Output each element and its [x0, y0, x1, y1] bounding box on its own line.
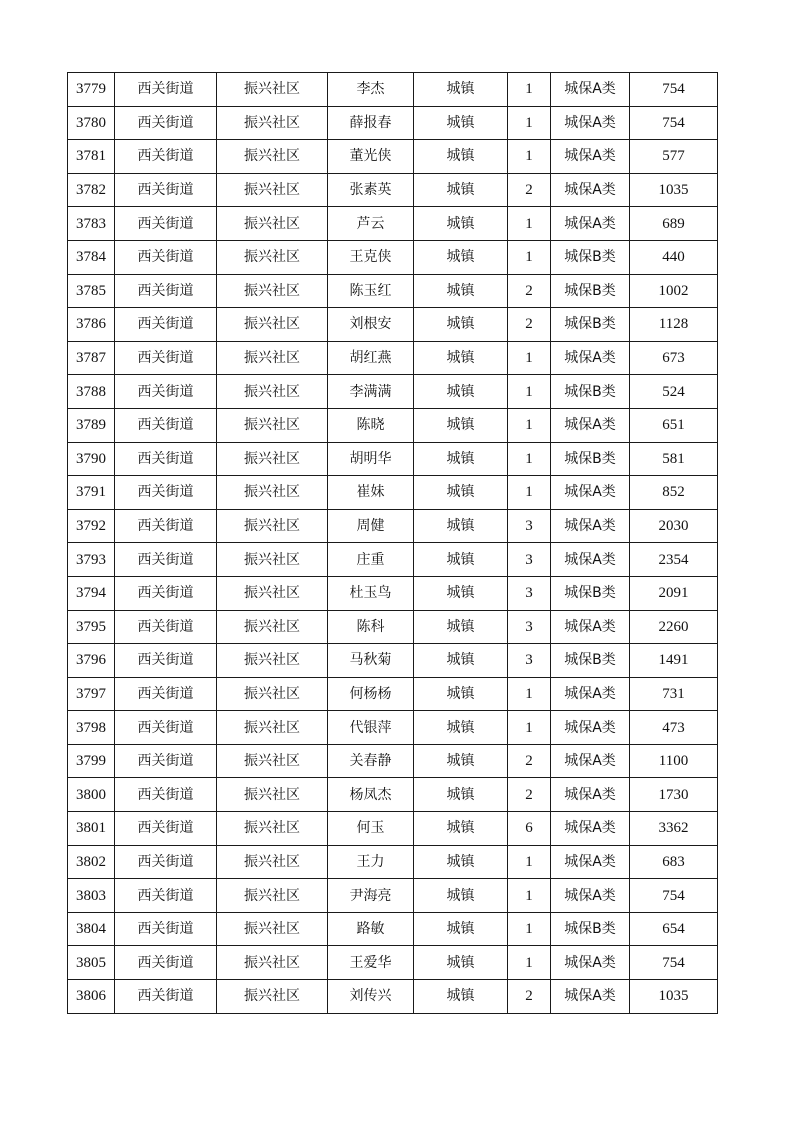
cell-community: 振兴社区 — [217, 879, 328, 913]
cell-category: 城保A类 — [551, 173, 630, 207]
cell-count: 1 — [508, 476, 551, 510]
cell-community: 振兴社区 — [217, 543, 328, 577]
cell-id: 3802 — [68, 845, 115, 879]
cell-community: 振兴社区 — [217, 711, 328, 745]
cell-category: 城保A类 — [551, 778, 630, 812]
cell-count: 1 — [508, 207, 551, 241]
cell-amount: 1002 — [630, 274, 718, 308]
cell-street: 西关街道 — [115, 778, 217, 812]
cell-name: 代银萍 — [328, 711, 414, 745]
cell-name: 胡红燕 — [328, 341, 414, 375]
cell-amount: 2091 — [630, 576, 718, 610]
cell-community: 振兴社区 — [217, 375, 328, 409]
cell-category: 城保A类 — [551, 341, 630, 375]
cell-name: 薛报春 — [328, 106, 414, 140]
cell-id: 3782 — [68, 173, 115, 207]
cell-category: 城保A类 — [551, 207, 630, 241]
cell-community: 振兴社区 — [217, 106, 328, 140]
cell-name: 刘传兴 — [328, 980, 414, 1014]
cell-area: 城镇 — [414, 442, 508, 476]
cell-street: 西关街道 — [115, 946, 217, 980]
cell-count: 3 — [508, 509, 551, 543]
cell-category: 城保A类 — [551, 509, 630, 543]
table-row — [68, 778, 718, 812]
cell-id: 3801 — [68, 812, 115, 846]
table-row — [68, 442, 718, 476]
table-row — [68, 711, 718, 745]
cell-name: 杨凤杰 — [328, 778, 414, 812]
cell-count: 2 — [508, 744, 551, 778]
table-row — [68, 845, 718, 879]
cell-community: 振兴社区 — [217, 207, 328, 241]
cell-amount: 1491 — [630, 644, 718, 678]
cell-count: 1 — [508, 677, 551, 711]
cell-community: 振兴社区 — [217, 744, 328, 778]
cell-id: 3797 — [68, 677, 115, 711]
cell-community: 振兴社区 — [217, 812, 328, 846]
cell-count: 1 — [508, 140, 551, 174]
cell-community: 振兴社区 — [217, 644, 328, 678]
cell-community: 振兴社区 — [217, 476, 328, 510]
table-row — [68, 543, 718, 577]
cell-id: 3780 — [68, 106, 115, 140]
cell-community: 振兴社区 — [217, 240, 328, 274]
cell-category: 城保B类 — [551, 442, 630, 476]
cell-community: 振兴社区 — [217, 73, 328, 107]
table-row — [68, 744, 718, 778]
cell-street: 西关街道 — [115, 879, 217, 913]
cell-count: 6 — [508, 812, 551, 846]
cell-street: 西关街道 — [115, 912, 217, 946]
table-row — [68, 106, 718, 140]
cell-count: 2 — [508, 980, 551, 1014]
cell-name: 杜玉鸟 — [328, 576, 414, 610]
cell-id: 3787 — [68, 341, 115, 375]
cell-name: 陈科 — [328, 610, 414, 644]
table-row — [68, 375, 718, 409]
cell-id: 3803 — [68, 879, 115, 913]
cell-area: 城镇 — [414, 140, 508, 174]
cell-id: 3806 — [68, 980, 115, 1014]
cell-area: 城镇 — [414, 73, 508, 107]
cell-area: 城镇 — [414, 677, 508, 711]
cell-amount: 754 — [630, 946, 718, 980]
cell-amount: 1128 — [630, 308, 718, 342]
cell-area: 城镇 — [414, 341, 508, 375]
cell-category: 城保A类 — [551, 677, 630, 711]
cell-street: 西关街道 — [115, 240, 217, 274]
cell-amount: 1035 — [630, 980, 718, 1014]
cell-id: 3784 — [68, 240, 115, 274]
cell-category: 城保B类 — [551, 274, 630, 308]
cell-area: 城镇 — [414, 207, 508, 241]
cell-community: 振兴社区 — [217, 576, 328, 610]
cell-area: 城镇 — [414, 173, 508, 207]
cell-count: 2 — [508, 173, 551, 207]
cell-count: 1 — [508, 442, 551, 476]
cell-category: 城保A类 — [551, 610, 630, 644]
cell-community: 振兴社区 — [217, 778, 328, 812]
cell-count: 1 — [508, 341, 551, 375]
cell-category: 城保B类 — [551, 375, 630, 409]
cell-category: 城保B类 — [551, 644, 630, 678]
cell-community: 振兴社区 — [217, 308, 328, 342]
cell-area: 城镇 — [414, 778, 508, 812]
cell-count: 3 — [508, 576, 551, 610]
cell-id: 3781 — [68, 140, 115, 174]
cell-category: 城保B类 — [551, 576, 630, 610]
cell-count: 2 — [508, 274, 551, 308]
cell-count: 3 — [508, 644, 551, 678]
cell-street: 西关街道 — [115, 106, 217, 140]
cell-amount: 754 — [630, 879, 718, 913]
table-row — [68, 812, 718, 846]
table-row — [68, 408, 718, 442]
cell-street: 西关街道 — [115, 308, 217, 342]
cell-area: 城镇 — [414, 408, 508, 442]
cell-count: 2 — [508, 308, 551, 342]
table-row — [68, 980, 718, 1014]
cell-street: 西关街道 — [115, 677, 217, 711]
cell-area: 城镇 — [414, 240, 508, 274]
cell-street: 西关街道 — [115, 408, 217, 442]
table-row — [68, 912, 718, 946]
cell-id: 3790 — [68, 442, 115, 476]
cell-street: 西关街道 — [115, 207, 217, 241]
cell-amount: 754 — [630, 106, 718, 140]
table-row — [68, 140, 718, 174]
cell-street: 西关街道 — [115, 711, 217, 745]
cell-amount: 440 — [630, 240, 718, 274]
cell-amount: 654 — [630, 912, 718, 946]
cell-name: 陈晓 — [328, 408, 414, 442]
cell-street: 西关街道 — [115, 140, 217, 174]
cell-area: 城镇 — [414, 711, 508, 745]
cell-street: 西关街道 — [115, 845, 217, 879]
cell-street: 西关街道 — [115, 375, 217, 409]
cell-category: 城保A类 — [551, 711, 630, 745]
cell-count: 1 — [508, 375, 551, 409]
cell-category: 城保A类 — [551, 408, 630, 442]
cell-amount: 651 — [630, 408, 718, 442]
cell-street: 西关街道 — [115, 173, 217, 207]
cell-name: 李杰 — [328, 73, 414, 107]
cell-count: 1 — [508, 240, 551, 274]
cell-area: 城镇 — [414, 476, 508, 510]
cell-area: 城镇 — [414, 610, 508, 644]
cell-area: 城镇 — [414, 946, 508, 980]
cell-street: 西关街道 — [115, 476, 217, 510]
cell-name: 关春静 — [328, 744, 414, 778]
table-row — [68, 341, 718, 375]
cell-street: 西关街道 — [115, 442, 217, 476]
table-row — [68, 207, 718, 241]
cell-count: 3 — [508, 610, 551, 644]
cell-id: 3785 — [68, 274, 115, 308]
cell-id: 3783 — [68, 207, 115, 241]
cell-street: 西关街道 — [115, 744, 217, 778]
cell-amount: 2354 — [630, 543, 718, 577]
cell-community: 振兴社区 — [217, 845, 328, 879]
cell-amount: 852 — [630, 476, 718, 510]
cell-area: 城镇 — [414, 845, 508, 879]
cell-area: 城镇 — [414, 509, 508, 543]
cell-id: 3805 — [68, 946, 115, 980]
cell-area: 城镇 — [414, 375, 508, 409]
cell-street: 西关街道 — [115, 980, 217, 1014]
table-row — [68, 576, 718, 610]
cell-street: 西关街道 — [115, 509, 217, 543]
cell-amount: 2030 — [630, 509, 718, 543]
cell-area: 城镇 — [414, 543, 508, 577]
cell-area: 城镇 — [414, 576, 508, 610]
cell-name: 路敏 — [328, 912, 414, 946]
cell-area: 城镇 — [414, 106, 508, 140]
cell-id: 3796 — [68, 644, 115, 678]
cell-id: 3788 — [68, 375, 115, 409]
cell-street: 西关街道 — [115, 274, 217, 308]
data-table — [67, 72, 718, 1014]
cell-count: 1 — [508, 879, 551, 913]
cell-amount: 683 — [630, 845, 718, 879]
table-row — [68, 946, 718, 980]
cell-category: 城保B类 — [551, 240, 630, 274]
cell-id: 3786 — [68, 308, 115, 342]
cell-id: 3804 — [68, 912, 115, 946]
cell-street: 西关街道 — [115, 341, 217, 375]
cell-community: 振兴社区 — [217, 980, 328, 1014]
cell-area: 城镇 — [414, 644, 508, 678]
table-row — [68, 509, 718, 543]
cell-id: 3791 — [68, 476, 115, 510]
table-row — [68, 879, 718, 913]
cell-community: 振兴社区 — [217, 509, 328, 543]
cell-category: 城保A类 — [551, 845, 630, 879]
cell-community: 振兴社区 — [217, 408, 328, 442]
cell-street: 西关街道 — [115, 576, 217, 610]
cell-id: 3779 — [68, 73, 115, 107]
cell-community: 振兴社区 — [217, 912, 328, 946]
table-row — [68, 644, 718, 678]
cell-category: 城保A类 — [551, 476, 630, 510]
cell-count: 1 — [508, 408, 551, 442]
cell-street: 西关街道 — [115, 543, 217, 577]
table-row — [68, 73, 718, 107]
cell-name: 庄重 — [328, 543, 414, 577]
cell-area: 城镇 — [414, 812, 508, 846]
cell-name: 董光侠 — [328, 140, 414, 174]
cell-id: 3795 — [68, 610, 115, 644]
cell-street: 西关街道 — [115, 812, 217, 846]
cell-category: 城保B类 — [551, 912, 630, 946]
cell-amount: 1730 — [630, 778, 718, 812]
cell-amount: 1035 — [630, 173, 718, 207]
cell-name: 王克侠 — [328, 240, 414, 274]
cell-count: 1 — [508, 711, 551, 745]
cell-name: 何玉 — [328, 812, 414, 846]
cell-category: 城保A类 — [551, 946, 630, 980]
cell-name: 周健 — [328, 509, 414, 543]
cell-name: 芦云 — [328, 207, 414, 241]
cell-count: 1 — [508, 845, 551, 879]
cell-id: 3789 — [68, 408, 115, 442]
cell-count: 1 — [508, 73, 551, 107]
cell-amount: 673 — [630, 341, 718, 375]
table-row — [68, 173, 718, 207]
cell-category: 城保A类 — [551, 73, 630, 107]
cell-amount: 581 — [630, 442, 718, 476]
table-row — [68, 274, 718, 308]
cell-area: 城镇 — [414, 274, 508, 308]
cell-amount: 577 — [630, 140, 718, 174]
cell-name: 何杨杨 — [328, 677, 414, 711]
cell-amount: 473 — [630, 711, 718, 745]
cell-name: 王爱华 — [328, 946, 414, 980]
cell-community: 振兴社区 — [217, 173, 328, 207]
cell-area: 城镇 — [414, 308, 508, 342]
cell-category: 城保A类 — [551, 812, 630, 846]
cell-category: 城保A类 — [551, 879, 630, 913]
cell-street: 西关街道 — [115, 644, 217, 678]
cell-amount: 1100 — [630, 744, 718, 778]
cell-count: 2 — [508, 778, 551, 812]
cell-name: 崔妹 — [328, 476, 414, 510]
cell-community: 振兴社区 — [217, 442, 328, 476]
table-row — [68, 610, 718, 644]
cell-area: 城镇 — [414, 879, 508, 913]
cell-category: 城保B类 — [551, 308, 630, 342]
cell-count: 1 — [508, 106, 551, 140]
cell-id: 3799 — [68, 744, 115, 778]
cell-category: 城保A类 — [551, 744, 630, 778]
cell-community: 振兴社区 — [217, 946, 328, 980]
cell-id: 3800 — [68, 778, 115, 812]
cell-count: 3 — [508, 543, 551, 577]
table-row — [68, 308, 718, 342]
cell-area: 城镇 — [414, 980, 508, 1014]
cell-count: 1 — [508, 946, 551, 980]
cell-name: 李满满 — [328, 375, 414, 409]
cell-community: 振兴社区 — [217, 341, 328, 375]
table-body — [68, 73, 718, 1014]
table-row — [68, 677, 718, 711]
cell-amount: 689 — [630, 207, 718, 241]
cell-amount: 2260 — [630, 610, 718, 644]
cell-name: 王力 — [328, 845, 414, 879]
cell-community: 振兴社区 — [217, 610, 328, 644]
table-row — [68, 240, 718, 274]
cell-id: 3798 — [68, 711, 115, 745]
cell-name: 陈玉红 — [328, 274, 414, 308]
cell-name: 张素英 — [328, 173, 414, 207]
cell-area: 城镇 — [414, 744, 508, 778]
cell-name: 马秋菊 — [328, 644, 414, 678]
table-row — [68, 476, 718, 510]
cell-amount: 3362 — [630, 812, 718, 846]
cell-community: 振兴社区 — [217, 140, 328, 174]
cell-category: 城保A类 — [551, 543, 630, 577]
cell-street: 西关街道 — [115, 73, 217, 107]
cell-community: 振兴社区 — [217, 274, 328, 308]
cell-category: 城保A类 — [551, 140, 630, 174]
cell-name: 刘根安 — [328, 308, 414, 342]
cell-amount: 731 — [630, 677, 718, 711]
cell-amount: 524 — [630, 375, 718, 409]
cell-name: 尹海亮 — [328, 879, 414, 913]
cell-category: 城保A类 — [551, 106, 630, 140]
cell-name: 胡明华 — [328, 442, 414, 476]
cell-area: 城镇 — [414, 912, 508, 946]
cell-amount: 754 — [630, 73, 718, 107]
cell-category: 城保A类 — [551, 980, 630, 1014]
cell-count: 1 — [508, 912, 551, 946]
cell-community: 振兴社区 — [217, 677, 328, 711]
cell-id: 3793 — [68, 543, 115, 577]
cell-id: 3794 — [68, 576, 115, 610]
cell-street: 西关街道 — [115, 610, 217, 644]
cell-id: 3792 — [68, 509, 115, 543]
